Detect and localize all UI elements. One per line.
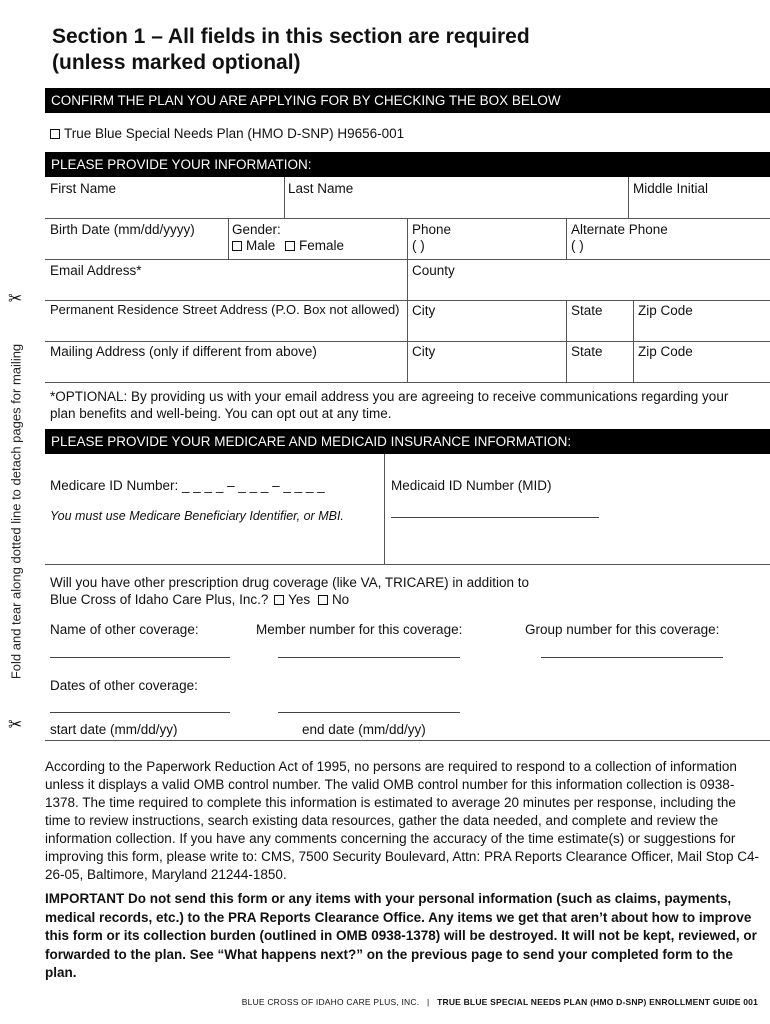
divider: [566, 218, 567, 259]
mailing-zip-code-field[interactable]: Zip Code: [638, 344, 693, 359]
divider: [566, 300, 567, 341]
divider: [407, 218, 408, 259]
plan-option: [50, 125, 404, 142]
divider: [384, 454, 385, 564]
medicare-id-field[interactable]: Medicare ID Number: _ _ _ _ – _ _ _ – _ _ _ _: [50, 478, 325, 493]
state-field[interactable]: State: [571, 303, 603, 318]
birth-date-field[interactable]: Birth Date (mm/dd/yyyy): [50, 222, 195, 237]
county-field[interactable]: County: [412, 263, 455, 278]
yes-checkbox[interactable]: [274, 595, 284, 605]
other-coverage-question-text: Blue Cross of Idaho Care Plus, Inc.?: [50, 592, 269, 607]
start-date-label: start date (mm/dd/yy): [50, 722, 178, 737]
optional-email-note: *OPTIONAL: By providing us with your email address you are agreeing to receive communications regarding your plan benefits and well-being. You can opt out at any time.: [50, 389, 729, 421]
mailing-state-field[interactable]: State: [571, 344, 603, 359]
group-number-label: Group number for this coverage:: [525, 622, 720, 637]
female-label: Female: [299, 238, 345, 253]
section-title-line1: Section 1 – All fields in this section are required: [52, 25, 530, 48]
end-date-blank[interactable]: [278, 712, 460, 713]
divider: [284, 177, 285, 218]
gender-label: Gender:: [232, 222, 281, 237]
plan-option-label: True Blue Special Needs Plan (HMO D-SNP) H9656-001: [64, 126, 405, 141]
group-number-blank[interactable]: [541, 657, 723, 658]
footer-company: BLUE CROSS OF IDAHO CARE PLUS, INC.: [241, 997, 420, 1007]
divider: [566, 341, 567, 382]
section-title-line2: (unless marked optional): [52, 51, 301, 74]
other-coverage-question-line1: Will you have other prescription drug coverage (like VA, TRICARE) in addition to: [50, 575, 529, 590]
info-section-header: PLEASE PROVIDE YOUR INFORMATION:: [45, 152, 770, 177]
middle-initial-field[interactable]: Middle Initial: [633, 181, 709, 196]
important-notice: IMPORTANT Do not send this form or any items with your personal information (such as claims, payments, medical records, etc.) to the PRA Reports Clearance Office. Any items we get that aren’t about how to improve this form or its collection burden (outlined in OMB 0938-1378) will be destroyed. It will not be kept, reviewed, or forwarded to the plan. See “What happens next?” on the previous page to send your completed form to the plan.: [45, 891, 757, 980]
footer-guide-title: TRUE BLUE SPECIAL NEEDS PLAN (HMO D-SNP) ENROLLMENT GUIDE 001: [437, 997, 758, 1007]
scissors-icon: ✂: [8, 289, 23, 308]
divider: [633, 300, 634, 341]
divider: [633, 341, 634, 382]
mailing-address-field[interactable]: Mailing Address (only if different from above): [50, 344, 317, 359]
tear-line-text: Fold and tear along dotted line to detach pages for mailing: [8, 343, 24, 680]
divider: [628, 177, 629, 218]
row-divider: [45, 740, 770, 741]
male-checkbox[interactable]: [232, 241, 242, 251]
no-label: No: [331, 592, 350, 607]
last-name-field[interactable]: Last Name: [288, 181, 354, 196]
phone-area-code[interactable]: ( ): [412, 238, 425, 253]
alternate-phone-area-code[interactable]: ( ): [571, 238, 584, 253]
alternate-phone-field[interactable]: Alternate Phone: [571, 222, 668, 237]
divider: [228, 218, 229, 259]
divider: [407, 300, 408, 341]
divider: [407, 341, 408, 382]
row-divider: [45, 564, 770, 565]
permanent-address-field[interactable]: Permanent Residence Street Address (P.O. Box not allowed): [50, 302, 400, 317]
row-divider: [45, 382, 770, 383]
section-title: [52, 24, 742, 76]
insurance-section-header: PLEASE PROVIDE YOUR MEDICARE AND MEDICAID INSURANCE INFORMATION:: [45, 429, 770, 454]
zip-code-field[interactable]: Zip Code: [638, 303, 693, 318]
city-field[interactable]: City: [412, 303, 436, 318]
divider: [407, 259, 408, 300]
plan-section-header: CONFIRM THE PLAN YOU ARE APPLYING FOR BY CHECKING THE BOX BELOW: [45, 88, 770, 113]
end-date-label: end date (mm/dd/yy): [302, 722, 426, 737]
member-number-label: Member number for this coverage:: [256, 622, 463, 637]
other-coverage-name-blank[interactable]: [50, 657, 230, 658]
tear-line-note: [6, 290, 28, 740]
start-date-blank[interactable]: [50, 712, 230, 713]
dates-other-coverage-label: Dates of other coverage:: [50, 678, 198, 693]
email-field[interactable]: Email Address*: [50, 263, 142, 278]
no-checkbox[interactable]: [318, 595, 328, 605]
female-checkbox[interactable]: [285, 241, 295, 251]
page-footer: [242, 997, 758, 1007]
mailing-city-field[interactable]: City: [412, 344, 436, 359]
male-label: Male: [246, 238, 276, 253]
member-number-blank[interactable]: [278, 657, 460, 658]
mbi-note: You must use Medicare Beneficiary Identifier, or MBI.: [50, 509, 344, 523]
paperwork-reduction-paragraph: According to the Paperwork Reduction Act of 1995, no persons are required to respond to a collection of information unless it displays a valid OMB control number. The valid OMB control number for this information collection is 0938-1378. The time required to complete this information is estimated to average 20 minutes per response, including the time to review instructions, search existing data resources, gather the data needed, and complete and review the information collection. If you have any comments concerning the accuracy of the time estimate(s) or suggestions for improving this form, please write to: CMS, 7500 Security Boulevard, Attn: PRA Reports Clearance Officer, Mail Stop C4-26-05, Baltimore, Maryland 21244-1850.: [45, 759, 760, 882]
scissors-icon: ✂: [8, 715, 23, 734]
gender-options: [232, 237, 344, 254]
plan-checkbox[interactable]: [50, 129, 60, 139]
yes-label: Yes: [288, 592, 311, 607]
phone-field[interactable]: Phone: [412, 222, 452, 237]
medicaid-id-field[interactable]: Medicaid ID Number (MID): [391, 478, 552, 493]
other-coverage-name-label: Name of other coverage:: [50, 622, 199, 637]
footer-separator: |: [426, 997, 430, 1007]
other-coverage-question-line2: [50, 591, 349, 608]
medicaid-id-blank[interactable]: [391, 517, 599, 518]
first-name-field[interactable]: First Name: [50, 181, 117, 196]
